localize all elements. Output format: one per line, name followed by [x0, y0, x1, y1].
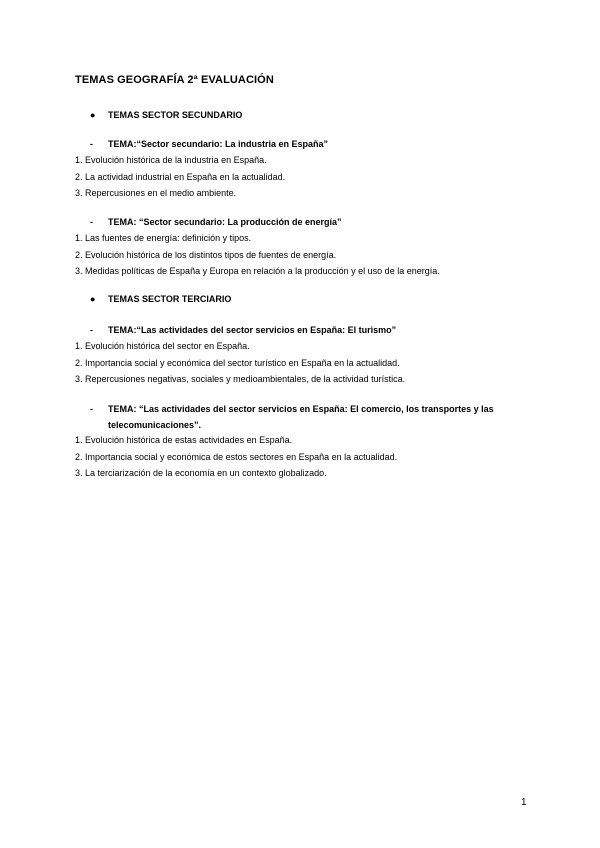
topic-title-line2: telecomunicaciones”. [108, 420, 202, 430]
section-heading-label: TEMAS SECTOR TERCIARIO [108, 294, 232, 304]
topic-comercio-transportes [90, 401, 540, 433]
dash-marker: - [90, 217, 93, 227]
section-heading-secundario [90, 110, 242, 120]
list-item: 1. Evolución histórica de estas actividades en España. [75, 435, 293, 445]
topic-energia [90, 214, 540, 230]
list-item: 2. La actividad industrial en España en la actualidad. [75, 171, 286, 182]
list-item: 1. Las fuentes de energía: definición y tipos. [75, 233, 252, 243]
topic-items-comercio-transportes [75, 432, 397, 482]
list-item: 3. Repercusiones negativas, sociales y medioambientales, de la actividad turística. [75, 374, 406, 384]
topic-title: TEMA:“Las actividades del sector servicios en España: El turismo” [108, 325, 397, 335]
list-item: 2. Importancia social y económica del sector turístico en España en la actualidad. [75, 357, 400, 368]
topic-items-energia [75, 230, 440, 280]
list-item: 1. Evolución histórica de la industria en España. [75, 155, 267, 165]
list-item: 2. Evolución histórica de los distintos tipos de fuentes de energía. [75, 249, 337, 260]
bullet-icon: ● [90, 110, 96, 120]
topic-title: TEMA:“Sector secundario: La industria en España” [108, 139, 329, 149]
dash-marker: - [90, 139, 93, 149]
dash-marker: - [90, 325, 93, 335]
section-heading-label: TEMAS SECTOR SECUNDARIO [108, 110, 243, 120]
topic-items-industria [75, 152, 285, 202]
list-item: 3. Repercusiones en el medio ambiente. [75, 188, 237, 198]
list-item: 3. La terciarización de la economía en un contexto globalizado. [75, 468, 327, 478]
section-heading-terciario [90, 294, 231, 304]
list-item: 3. Medidas políticas de España y Europa en relación a la producción y el uso de la energía. [75, 266, 440, 276]
list-item: 1. Evolución histórica del sector en España. [75, 341, 250, 351]
topic-turismo [90, 322, 540, 338]
topic-title: TEMA: “Sector secundario: La producción de energía” [108, 217, 342, 227]
bullet-icon: ● [90, 294, 96, 304]
document-title: TEMAS GEOGRAFÍA 2ª EVALUACIÓN [75, 74, 274, 86]
topic-industria [90, 136, 540, 152]
page-number: 1 [521, 797, 527, 808]
dash-marker: - [90, 404, 93, 414]
list-item: 2. Importancia social y económica de estos sectores en España en la actualidad. [75, 451, 398, 462]
topic-items-turismo [75, 338, 405, 388]
topic-title-line1: TEMA: “Las actividades del sector servicios en España: El comercio, los transportes y las [108, 404, 494, 414]
